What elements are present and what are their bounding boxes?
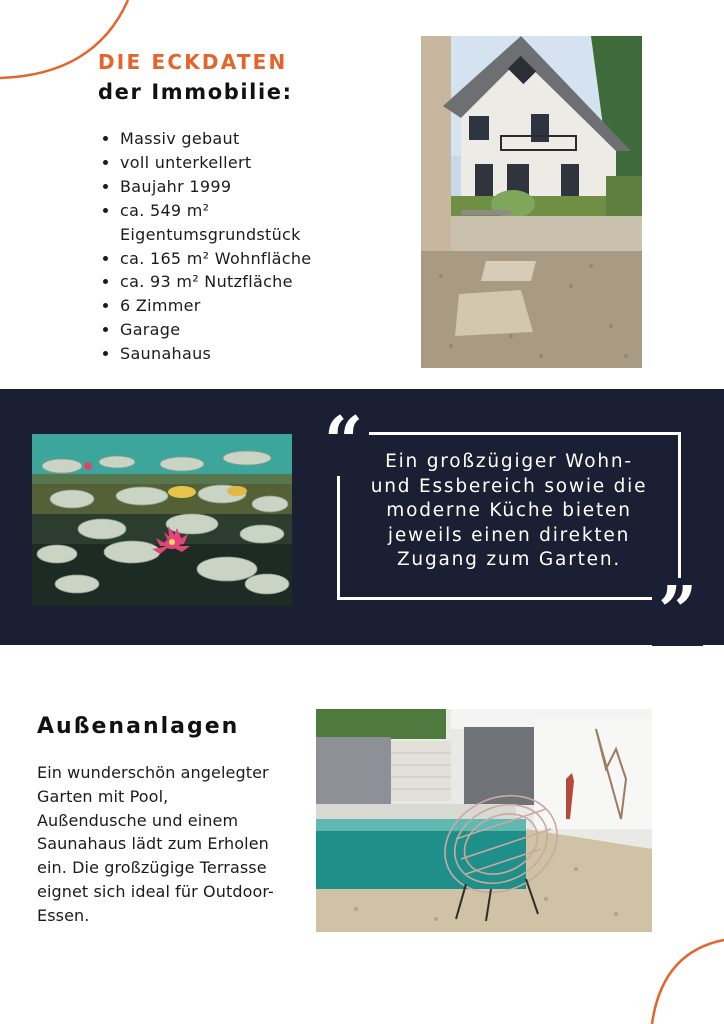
list-item: • ca. 549 m² Eigentumsgrundstück [120, 199, 360, 247]
list-item: • Baujahr 1999 [120, 175, 360, 199]
list-item: • Garage [120, 318, 360, 342]
list-item: • Saunahaus [120, 342, 360, 366]
decorative-arc-bottom-right [640, 930, 724, 1024]
list-item: • ca. 165 m² Wohnfläche [120, 247, 360, 271]
outdoor-section-text: Ein wunderschön angelegter Garten mit Pool, Außendusche und einem Saunahaus lädt zum Erholen ein. Die großzügige Terrasse eignet sich ideal für Outdoor- Essen. [37, 763, 274, 925]
list-item: • Massiv gebaut [120, 127, 360, 151]
quote-text: Ein großzügiger Wohn- und Essbereich sowie die moderne Küche bieten jeweils einen direkten Zugang zum Garten. [370, 451, 648, 570]
garden-pool-photo [316, 709, 652, 932]
close-quote-mark: ” [652, 578, 703, 646]
key-facts-heading: DIE ECKDATEN [98, 50, 288, 74]
list-item: • voll unterkellert [120, 151, 360, 175]
key-facts-subheading: der Immobilie: [98, 80, 293, 104]
decorative-arc-top-left [0, 0, 140, 90]
water-lily-photo [32, 434, 292, 606]
key-facts-list [102, 127, 360, 366]
open-quote-mark: “ [318, 408, 369, 476]
list-item: • ca. 93 m² Nutzfläche [120, 270, 360, 294]
house-photo [421, 36, 642, 368]
outdoor-section-title: Außenanlagen [37, 714, 240, 739]
list-item: • 6 Zimmer [120, 294, 360, 318]
